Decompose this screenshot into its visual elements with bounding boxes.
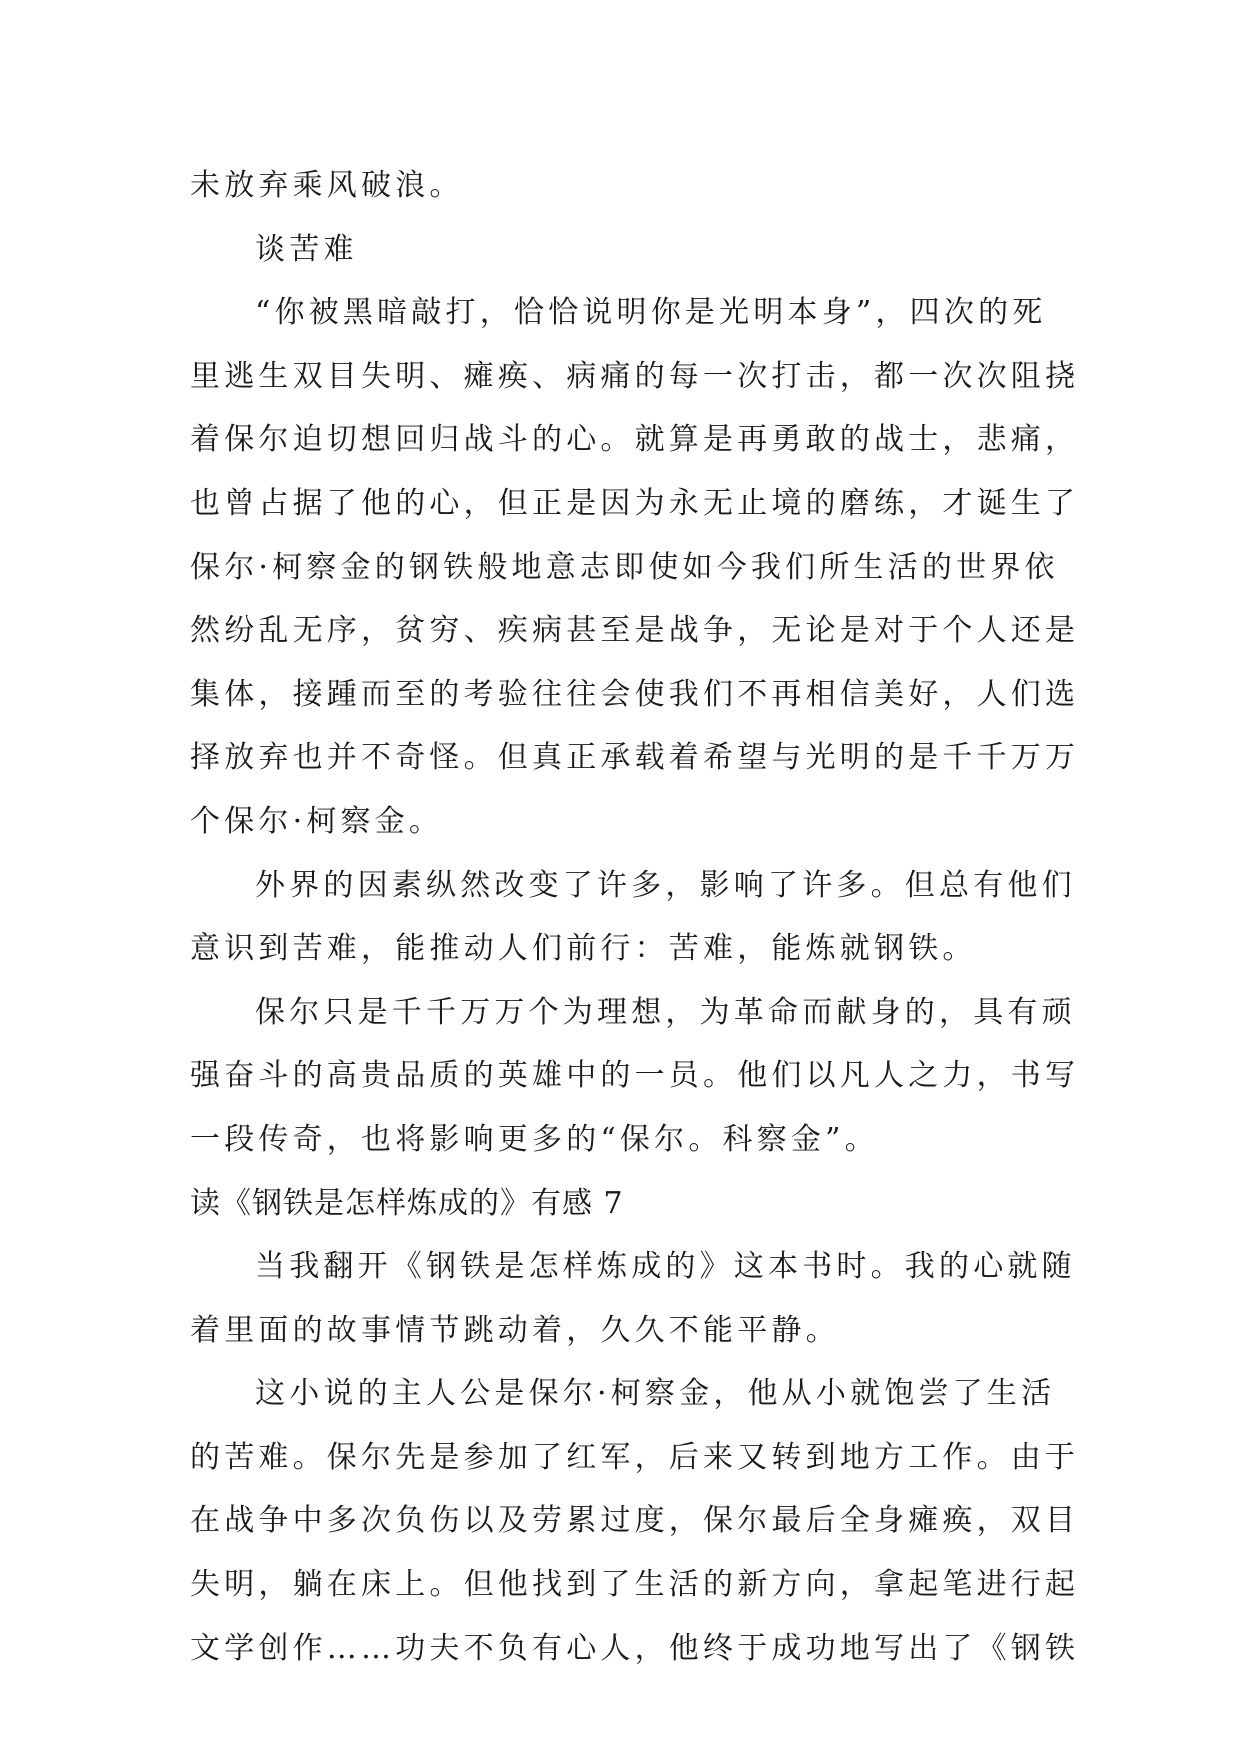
text-line: 在战争中多次负伤以及劳累过度，保尔最后全身瘫痪，双目	[190, 1503, 1080, 1539]
text-line: 外界的因素纵然改变了许多，影响了许多。但总有他们	[255, 867, 1076, 903]
text-line: 谈苦难	[255, 231, 358, 267]
text-line: 择放弃也并不奇怪。但真正承载着希望与光明的是千千万万	[190, 740, 1080, 776]
text-line: 失明，躺在床上。但他找到了生活的新方向，拿起笔进行起	[190, 1567, 1080, 1603]
text-line: 个保尔·柯察金。	[190, 803, 444, 839]
paragraph	[190, 154, 1058, 218]
section-title-text: 读《钢铁是怎样炼成的》有感 7	[190, 1185, 624, 1221]
paragraph	[190, 1362, 1080, 1680]
text-line: 文学创作……功夫不负有心人，他终于成功地写出了《钢铁	[190, 1630, 1080, 1666]
text-line: 保尔·柯察金的钢铁般地意志即使如今我们所生活的世界依	[190, 549, 1059, 585]
section-title	[190, 1172, 1058, 1236]
text-line: 当我翻开《钢铁是怎样炼成的》这本书时。我的心就随	[255, 1249, 1076, 1285]
paragraph	[190, 281, 1080, 853]
text-line: 然纷乱无序，贫穷、疾病甚至是战争，无论是对于个人还是	[190, 613, 1080, 649]
paragraph	[190, 218, 1058, 282]
text-line: 意识到苦难，能推动人们前行：苦难，能炼就钢铁。	[190, 931, 977, 967]
document-body	[190, 154, 1080, 1680]
text-line: 这小说的主人公是保尔·柯察金，他从小就饱尝了生活	[255, 1376, 1056, 1412]
text-line: 的苦难。保尔先是参加了红军，后来又转到地方工作。由于	[190, 1439, 1080, 1475]
text-line: 保尔只是千千万万个为理想，为革命而献身的，具有顽	[255, 994, 1076, 1030]
text-line: 里逃生双目失明、瘫痪、病痛的每一次打击，都一次次阻挠	[190, 358, 1080, 394]
text-line: 一段传奇，也将影响更多的“保尔。科察金”。	[190, 1121, 879, 1157]
paragraph	[190, 854, 1076, 981]
text-line: 也曾占据了他的心，但正是因为永无止境的磨练，才诞生了	[190, 485, 1080, 521]
paragraph	[190, 981, 1080, 1172]
text-line: 着里面的故事情节跳动着，久久不能平静。	[190, 1312, 840, 1348]
paragraph	[190, 1235, 1076, 1362]
text-line: 强奋斗的高贵品质的英雄中的一员。他们以凡人之力，书写	[190, 1058, 1080, 1094]
text-line: “你被黑暗敲打，恰恰说明你是光明本身”，四次的死	[255, 295, 1047, 331]
text-line: 未放弃乘风破浪。	[190, 168, 464, 203]
text-line: 着保尔迫切想回归战斗的心。就算是再勇敢的战士，悲痛，	[190, 422, 1080, 458]
text-line: 集体，接踵而至的考验往往会使我们不再相信美好，人们选	[190, 676, 1080, 712]
